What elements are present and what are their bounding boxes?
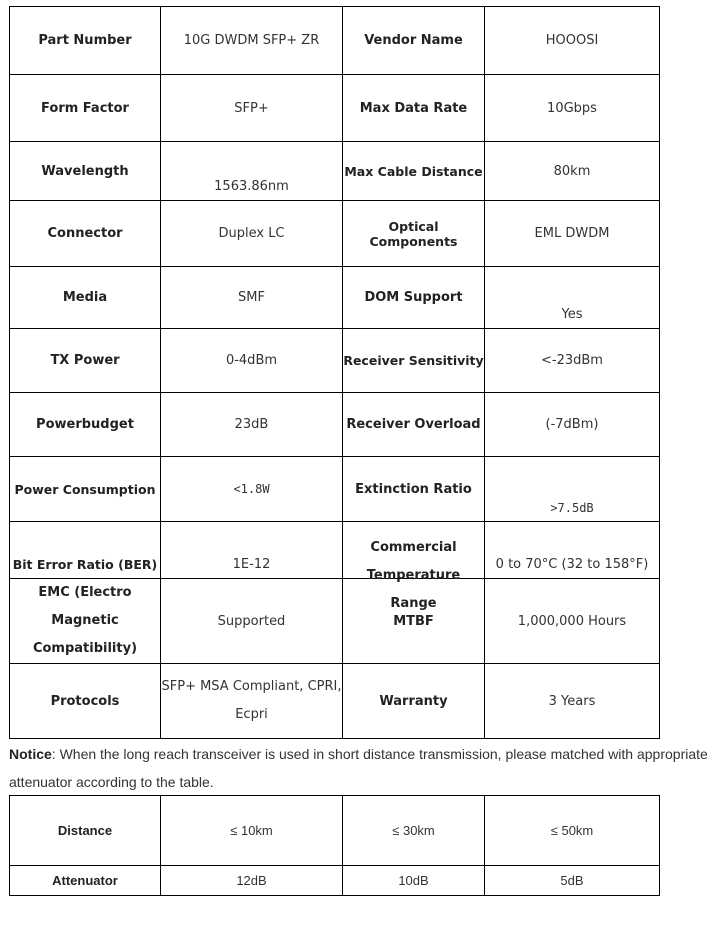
spec-value: 1563.86nm [161,142,343,201]
distance-value: ≤ 50km [485,796,660,866]
table-row [10,393,660,457]
attenuator-value: 5dB [485,866,660,896]
table-row [10,522,660,579]
spec-label: Receiver Sensitivity [343,329,485,393]
spec-value: 1,000,000 Hours [485,579,660,664]
spec-value: <-23dBm [485,329,660,393]
table-row [10,579,660,664]
table-row [10,796,660,866]
spec-label: Part Number [10,7,161,75]
distance-value: ≤ 30km [343,796,485,866]
spec-value: 23dB [161,393,343,457]
label-line-1: Commercial [370,540,457,555]
attenuator-table [9,795,660,896]
spec-label: MTBF [343,579,485,664]
spec-value: Duplex LC [161,201,343,267]
spec-value: 10G DWDM SFP+ ZR [161,7,343,75]
spec-value: SFP+ [161,75,343,142]
spec-label: Bit Error Ratio (BER) [10,522,161,579]
spec-label: Media [10,267,161,329]
attenuator-value: 10dB [343,866,485,896]
spec-label: Receiver Overload [343,393,485,457]
spec-value: SMF [161,267,343,329]
table-row [10,75,660,142]
spec-label: EMC (Electro Magnetic Compatibility) [10,579,161,664]
spec-value: (-7dBm) [485,393,660,457]
table-row [10,201,660,267]
spec-value: <1.8W [161,457,343,522]
spec-label: Connector [10,201,161,267]
table-row [10,457,660,522]
table-row [10,329,660,393]
spec-label: Warranty [343,664,485,739]
spec-label: Vendor Name [343,7,485,75]
spec-label: Optical Components [343,201,485,267]
spec-table [9,6,660,739]
spec-value: Supported [161,579,343,664]
spec-label [343,522,485,611]
spec-value: EML DWDM [485,201,660,267]
spec-value: 10Gbps [485,75,660,142]
distance-label: Distance [10,796,161,866]
spec-label: Wavelength [10,142,161,201]
spec-value: 80km [485,142,660,201]
notice-paragraph [9,740,712,796]
notice-text: : When the long reach transceiver is used in short distance transmission, please matched with appropriate attenuator according to the table. [9,746,708,790]
spec-value: 0-4dBm [161,329,343,393]
spec-value: Yes [485,267,660,329]
attenuator-label: Attenuator [10,866,161,896]
spec-label: DOM Support [343,267,485,329]
spec-value: >7.5dB [485,457,660,522]
spec-label: Form Factor [10,75,161,142]
spec-value: 0 to 70°C (32 to 158°F) [485,522,660,579]
spec-label: Max Cable Distance [343,142,485,201]
spec-value: SFP+ MSA Compliant, CPRI, Ecpri [161,664,343,739]
spec-label: Powerbudget [10,393,161,457]
spec-label: Protocols [10,664,161,739]
label-line-2: Temperature Range [366,568,461,611]
distance-value: ≤ 10km [161,796,343,866]
notice-title: Notice [9,746,52,762]
spec-value: 3 Years [485,664,660,739]
spec-value: 1E-12 [161,522,343,579]
table-row [10,664,660,739]
spec-label: Max Data Rate [343,75,485,142]
table-row [10,142,660,201]
table-row [10,267,660,329]
attenuator-value: 12dB [161,866,343,896]
spec-label: Extinction Ratio [343,457,485,522]
spec-label: TX Power [10,329,161,393]
spec-value: HOOOSI [485,7,660,75]
clipped-label [343,522,484,611]
spec-label: Power Consumption [10,457,161,522]
table-row [10,7,660,75]
table-row [10,866,660,896]
